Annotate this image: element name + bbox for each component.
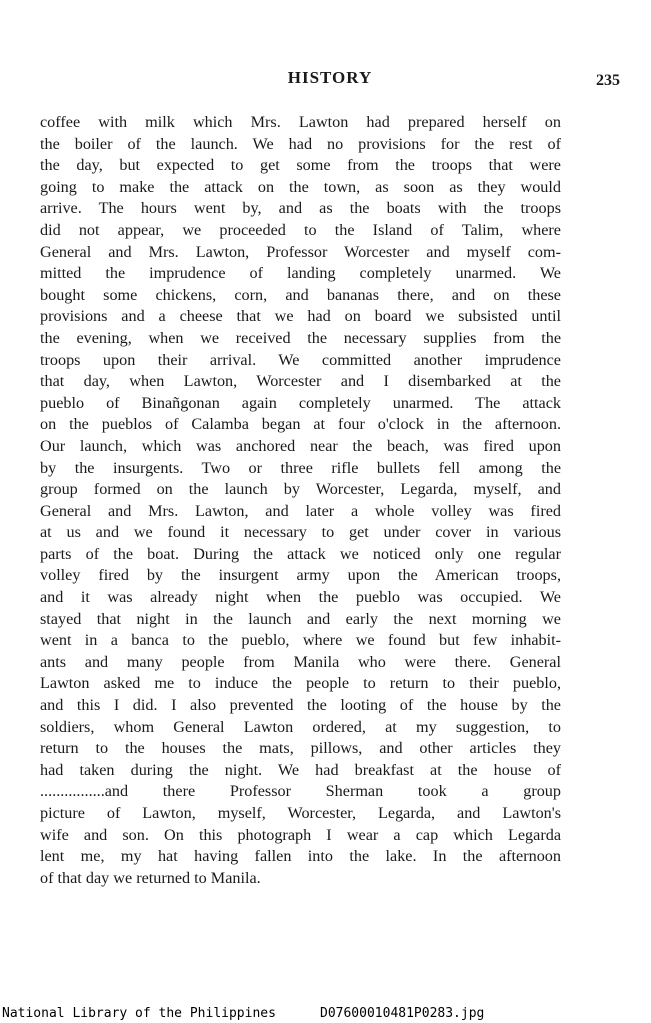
text-line: group formed on the launch by Worcester, Legarda, myself, and <box>40 480 561 499</box>
text-line: going to make the attack on the town, as soon as they would <box>40 177 561 196</box>
text-line: had taken during the night. We had breakfast at the house of <box>40 760 561 779</box>
running-title: HISTORY <box>287 68 373 87</box>
text-line: the day, but expected to get some from the troops that were <box>40 156 561 175</box>
text-line: Our launch, which was anchored near the beach, was fired upon <box>40 436 561 455</box>
text-line: soldiers, whom General Lawton ordered, at my suggestion, to <box>40 717 561 736</box>
text-line: provisions and a cheese that we had on board we subsisted until <box>40 307 561 326</box>
text-line: lent me, my hat having fallen into the lake. In the afternoon <box>40 847 561 866</box>
text-line: wife and son. On this photograph I wear a cap which Legarda <box>40 825 561 844</box>
text-line: stayed that night in the launch and early the next morning we <box>40 609 561 628</box>
text-line: ants and many people from Manila who were there. General <box>40 652 561 671</box>
text-line: mitted the imprudence of landing completely unarmed. We <box>40 264 561 283</box>
page-number: 235 <box>596 72 620 89</box>
text-line: did not appear, we proceeded to the Island of Talim, where <box>40 220 561 239</box>
text-line: General and Mrs. Lawton, and later a whole volley was fired <box>40 501 561 520</box>
footer-source: National Library of the Philippines <box>2 1006 276 1021</box>
text-line: by the insurgents. Two or three rifle bullets fell among the <box>40 458 561 477</box>
text-line: bought some chickens, corn, and bananas there, and on these <box>40 285 561 304</box>
text-line: on the pueblos of Calamba began at four o'clock in the afternoon. <box>40 415 561 434</box>
scan-footer <box>0 1003 651 1021</box>
text-line: and it was already night when the pueblo was occupied. We <box>40 588 561 607</box>
text-line: Lawton asked me to induce the people to return to their pueblo, <box>40 674 561 693</box>
text-line: coffee with milk which Mrs. Lawton had prepared herself on <box>40 113 561 131</box>
running-head <box>40 68 620 90</box>
text-line: parts of the boat. During the attack we noticed only one regular <box>40 544 561 563</box>
text-line: troops upon their arrival. We committed another imprudence <box>40 350 561 369</box>
text-line: that day, when Lawton, Worcester and I disembarked at the <box>40 372 561 391</box>
text-line: picture of Lawton, myself, Worcester, Legarda, and Lawton's <box>40 804 561 822</box>
text-line: and this I did. I also prevented the looting of the house by the <box>40 696 561 715</box>
body-text <box>40 112 561 889</box>
text-line: General and Mrs. Lawton, Professor Worcester and myself com- <box>40 242 561 261</box>
text-line: of that day we returned to Manila. <box>40 868 261 887</box>
text-line: return to the houses the mats, pillows, and other articles they <box>40 739 561 758</box>
text-line: pueblo of Binañgonan again completely unarmed. The attack <box>40 393 561 412</box>
text-line: the boiler of the launch. We had no provisions for the rest of <box>40 134 561 153</box>
text-line: arrive. The hours went by, and as the boats with the troops <box>40 199 561 218</box>
text-line: at us and we found it necessary to get under cover in various <box>40 523 561 542</box>
text-line: volley fired by the insurgent army upon the American troops, <box>40 566 561 585</box>
text-line: went in a banca to the pueblo, where we found but few inhabit- <box>40 631 561 650</box>
footer-file-name: D07600010481P0283.jpg <box>320 1006 485 1021</box>
text-line: the evening, when we received the necessary supplies from the <box>40 328 561 347</box>
text-line: ................and there Professor Sherman took a group <box>40 782 561 801</box>
